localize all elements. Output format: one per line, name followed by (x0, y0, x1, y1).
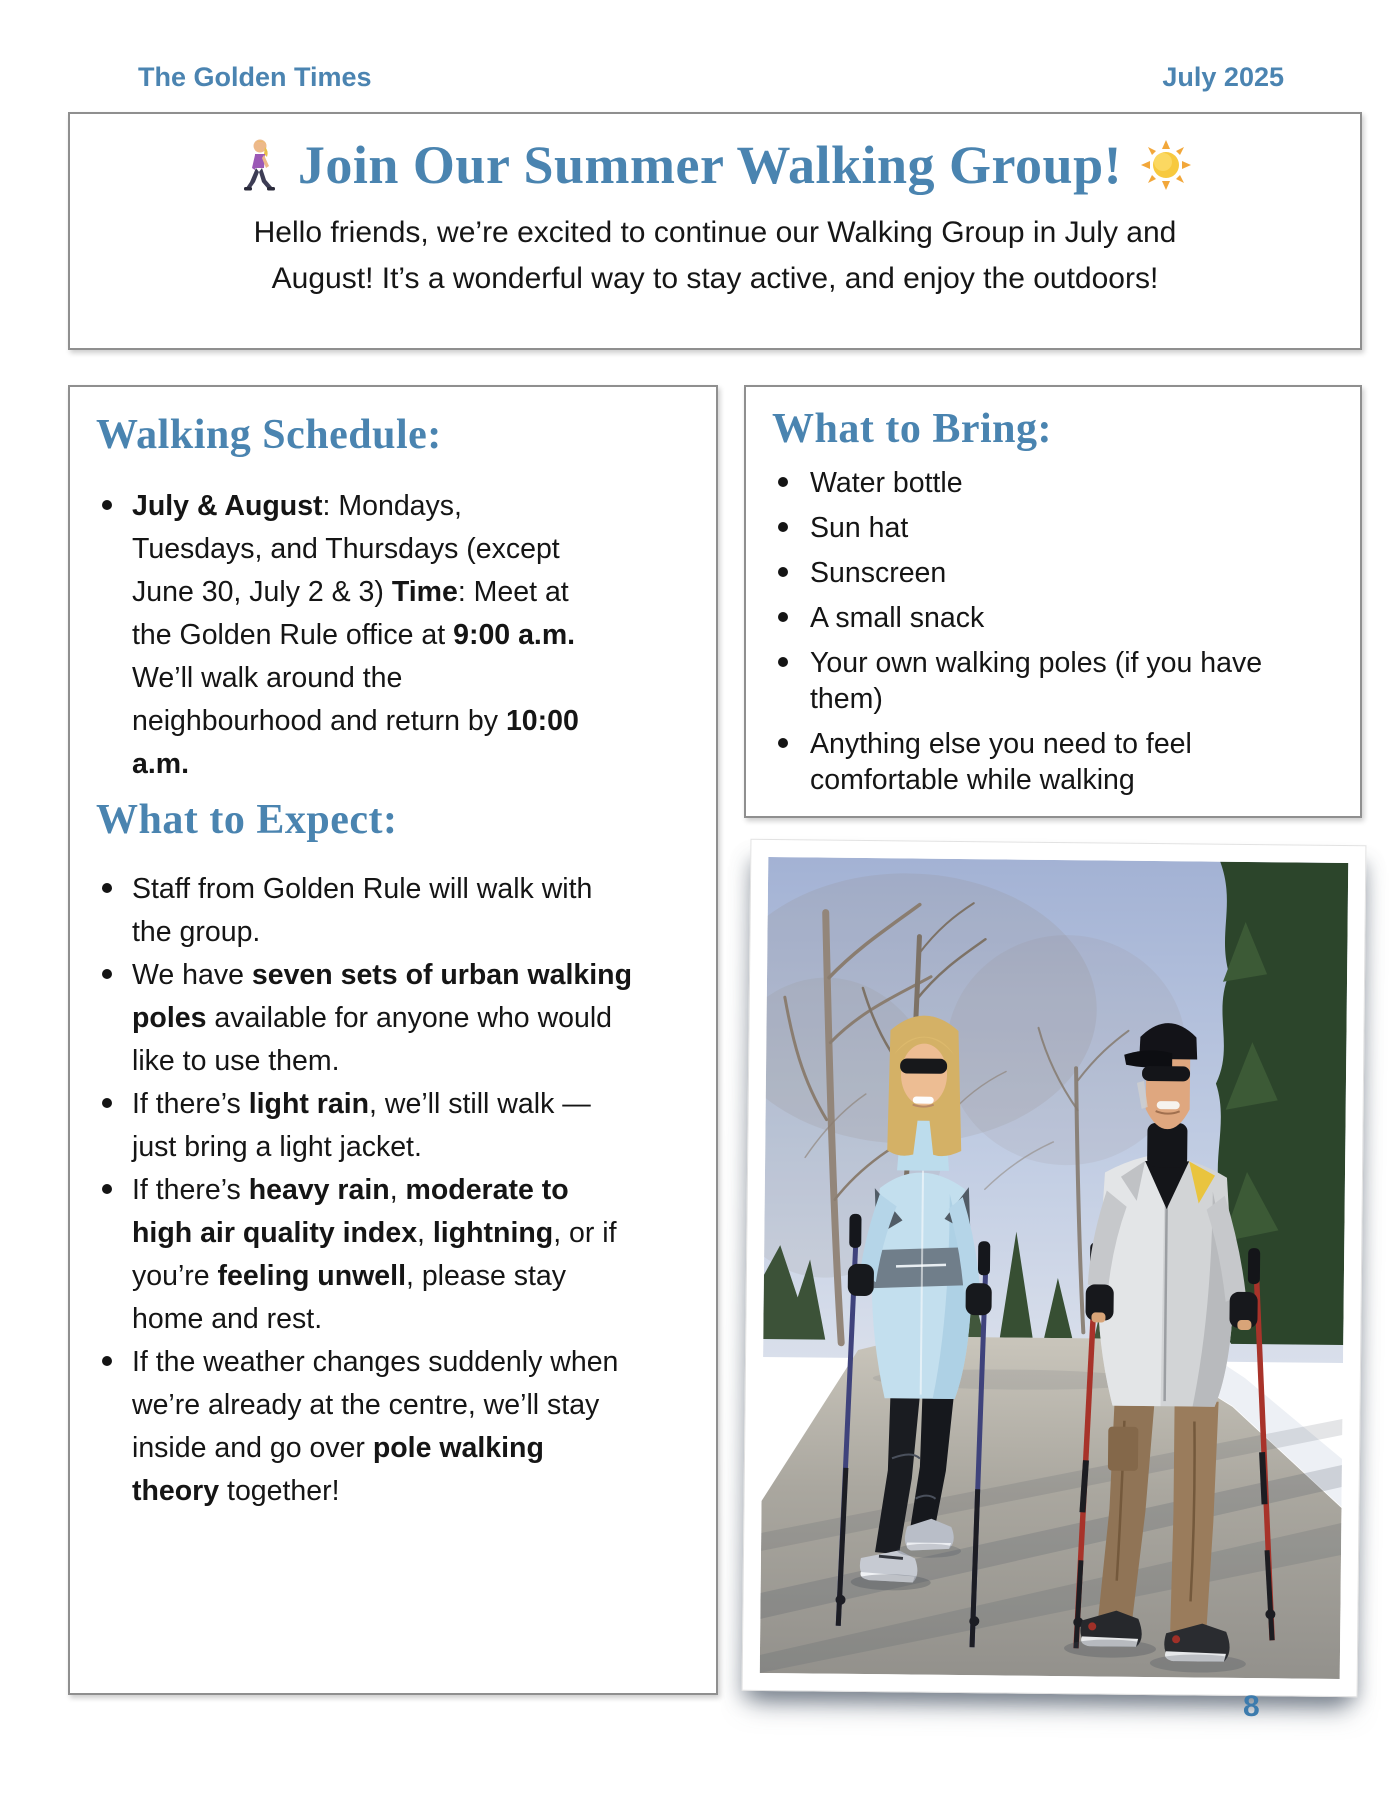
bullet-dot (778, 477, 788, 487)
page-title: Join Our Summer Walking Group! (297, 135, 1123, 195)
bullet-dot (778, 567, 788, 577)
bring-item-text: Sunscreen (810, 557, 947, 589)
expect-item-text: We have seven sets of urban walking poles available for anyone who would like to use them. (132, 959, 632, 1077)
woman-walking-icon (238, 138, 280, 192)
bullet-dot (778, 657, 788, 667)
list-item (772, 600, 1336, 636)
bullet-dot (102, 1098, 112, 1108)
expect-list (96, 868, 636, 1513)
hero-box (68, 112, 1362, 350)
hero-title-row (70, 134, 1360, 196)
schedule-box (68, 385, 718, 1695)
bring-item-text: Sun hat (810, 512, 909, 544)
list-item (96, 1169, 636, 1341)
issue-date: July 2025 (1162, 62, 1284, 92)
bring-item-text: Water bottle (810, 467, 963, 499)
sun-icon (1140, 139, 1192, 191)
expect-item-text: If the weather changes suddenly when we’re already at the centre, we’ll stay inside and go over pole walking theory together! (132, 1346, 619, 1507)
bring-list (772, 465, 1336, 798)
bullet-dot (102, 1184, 112, 1194)
bullet-dot (778, 612, 788, 622)
bullet-dot (778, 522, 788, 532)
hero-intro (110, 210, 1320, 302)
schedule-heading: Walking Schedule: (96, 412, 442, 458)
schedule-item-text: July & August: Mondays, Tuesdays, and Thursdays (except June 30, July 2 & 3) Time: Meet at the Golden Rule office at 9:00 a.m. We’ll walk around the neighbourhood and return by 10:00 a.m. (132, 490, 579, 780)
bring-heading: What to Bring: (772, 406, 1052, 452)
bring-item-text: A small snack (810, 602, 985, 634)
masthead-title: The Golden Times (138, 62, 372, 92)
bring-box (744, 385, 1362, 818)
list-item (772, 465, 1336, 501)
schedule-list (96, 485, 588, 786)
list-item (772, 645, 1336, 717)
masthead (0, 62, 1400, 102)
walking-group-photo (742, 839, 1367, 1697)
hero-intro-line1: Hello friends, we’re excited to continue our Walking Group in July and (253, 216, 1177, 249)
list-item (772, 555, 1336, 591)
bullet-dot (102, 969, 112, 979)
bring-item-text: Your own walking poles (if you have them) (810, 647, 1263, 715)
hero-intro-line2: August! It’s a wonderful way to stay active, and enjoy the outdoors! (271, 262, 1159, 295)
list-item (96, 485, 588, 786)
list-item (96, 1083, 636, 1169)
expect-item-text: Staff from Golden Rule will walk with the group. (132, 873, 593, 948)
list-item (96, 954, 636, 1083)
bullet-dot (778, 738, 788, 748)
page-number: 8 (1243, 1690, 1260, 1723)
bullet-dot (102, 500, 112, 510)
bullet-dot (102, 883, 112, 893)
walking-photo-illustration (760, 857, 1349, 1679)
expect-heading: What to Expect: (96, 797, 398, 843)
list-item (772, 510, 1336, 546)
expect-item-text: If there’s light rain, we’ll still walk — just bring a light jacket. (132, 1088, 591, 1163)
list-item (96, 1341, 636, 1513)
bullet-dot (102, 1356, 112, 1366)
list-item (772, 726, 1336, 798)
expect-item-text: If there’s heavy rain, moderate to high air quality index, lightning, or if you’re feeling unwell, please stay home and rest. (132, 1174, 617, 1335)
list-item (96, 868, 636, 954)
bring-item-text: Anything else you need to feel comfortable while walking (810, 728, 1192, 796)
